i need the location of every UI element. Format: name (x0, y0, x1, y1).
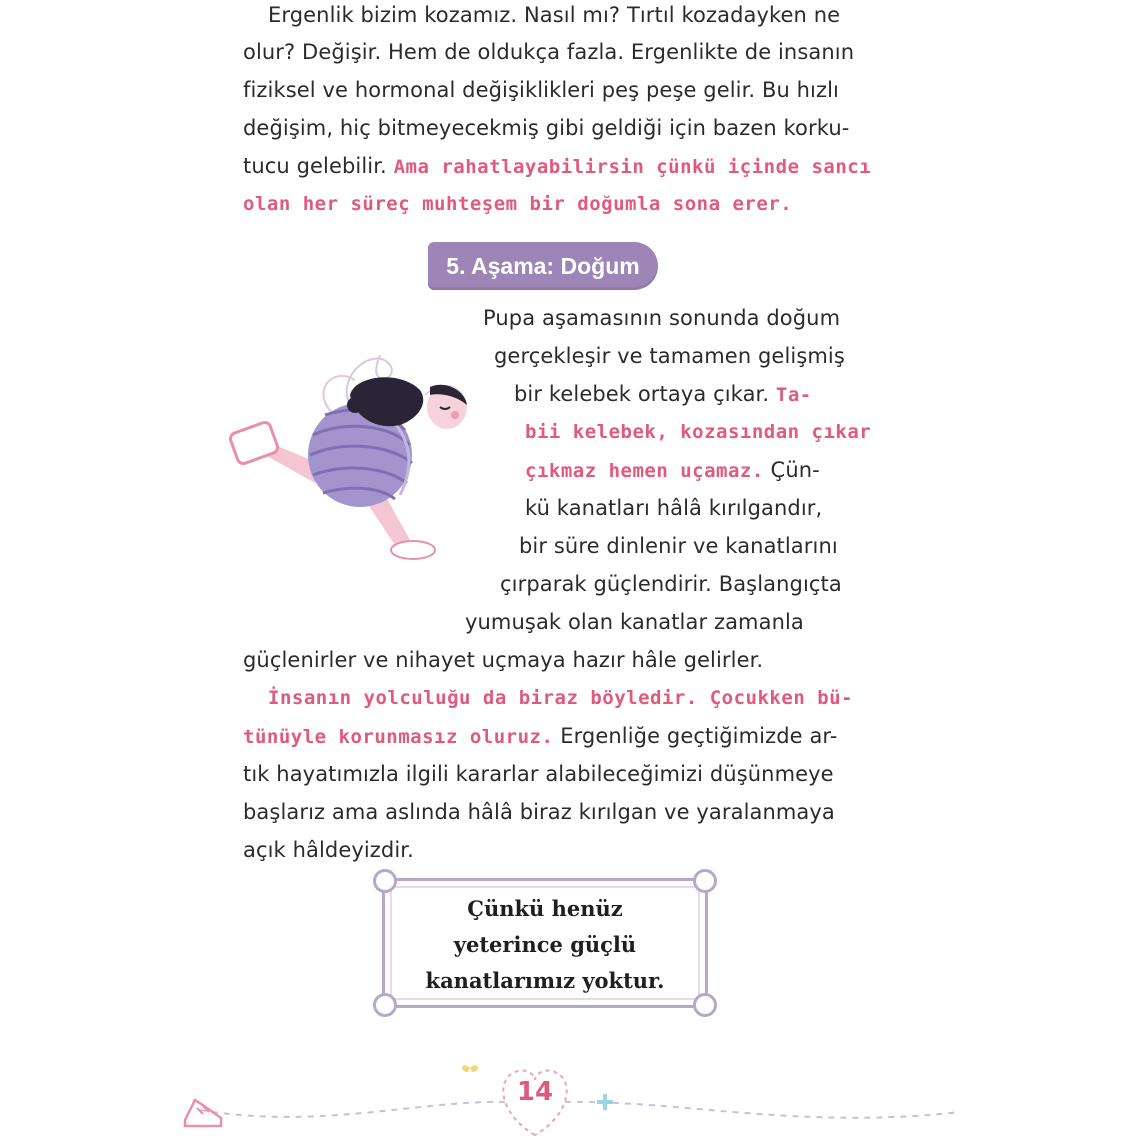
paragraph3-line2 (243, 717, 838, 756)
paragraph3-line2-plain: Ergenliğe geçtiğimizde ar- (553, 724, 838, 748)
sneaker-icon (185, 1100, 221, 1126)
paragraph2-line10: güçlenirler ve nihayet uçmaya hazır hâle gelirler. (243, 648, 764, 672)
footer-decoration (0, 1040, 1140, 1140)
paragraph1-line2: olur? Değişir. Hem de oldukça fazla. Ergenlikte de insanın (243, 40, 855, 64)
butterfly-icon (462, 1065, 478, 1072)
sparkle-icon (597, 1094, 613, 1110)
paragraph2-line5-plain: Çün- (763, 458, 820, 482)
quote-box (382, 878, 708, 1008)
paragraph1-line6-highlight: olan her süreç muhteşem bir doğumla sona erer. (243, 193, 793, 215)
paragraph2-line6: kü kanatları hâlâ kırılgandır, (525, 496, 823, 520)
quote-corner-top-right (693, 869, 717, 893)
section-heading: 5. Aşama: Doğum (428, 242, 658, 290)
paragraph3-line3: tık hayatımızla ilgili kararlar alabileceğimizi düşünmeye (243, 762, 834, 786)
paragraph1-line5 (243, 147, 871, 186)
paragraph1-line5-highlight: Ama rahatlayabilirsin çünkü içinde sancı (393, 156, 872, 178)
paragraph2-line7: bir süre dinlenir ve kanatlarını (519, 534, 838, 558)
quote-line2: yeterince güçlü (453, 932, 637, 957)
paragraph2-line3 (514, 375, 812, 414)
paragraph3-line4: başlarız ama aslında hâlâ biraz kırılgan ve yaralanmaya (243, 800, 835, 824)
paragraph1-line3: fiziksel ve hormonal değişiklikleri peş peşe gelir. Bu hızlı (243, 78, 839, 102)
paragraph3-line5: açık hâldeyizdir. (243, 838, 414, 862)
paragraph3-line1-highlight: İnsanın yolculuğu da biraz böyledir. Çocukken bü- (268, 687, 854, 709)
paragraph2-line5 (525, 451, 820, 490)
paragraph2-line3-plain: bir kelebek ortaya çıkar. (514, 382, 776, 406)
paragraph2-line2: gerçekleşir ve tamamen gelişmiş (494, 344, 845, 368)
paragraph1-line5-plain: tucu gelebilir. (243, 154, 394, 178)
quote-corner-top-left (373, 869, 397, 893)
quote-line1: Çünkü henüz (467, 896, 623, 921)
quote-line3: kanatlarımız yoktur. (425, 968, 665, 993)
paragraph2-line8: çırparak güçlendirir. Başlangıçta (500, 572, 842, 596)
paragraph2-line1: Pupa aşamasının sonunda doğum (483, 306, 841, 330)
paragraph3-line2-highlight: tünüyle korunmasız oluruz. (243, 726, 554, 748)
quote-text (385, 891, 705, 999)
paragraph1-line1: Ergenlik bizim kozamız. Nasıl mı? Tırtıl kozadayken ne (268, 3, 841, 27)
cocoon-girl-illustration (215, 335, 485, 580)
dashed-path-left (200, 1102, 505, 1117)
paragraph2-line3-highlight: Ta- (775, 384, 812, 406)
paragraph1-line4: değişim, hiç bitmeyecekmiş gibi geldiği için bazen korku- (243, 116, 850, 140)
dashed-path-right (565, 1102, 960, 1118)
paragraph2-line4-highlight: bii kelebek, kozasından çıkar (525, 421, 872, 443)
paragraph2-line5-highlight: çıkmaz hemen uçamaz. (525, 460, 764, 482)
paragraph2-line9: yumuşak olan kanatlar zamanla (465, 610, 804, 634)
page-number: 14 (516, 1077, 554, 1107)
